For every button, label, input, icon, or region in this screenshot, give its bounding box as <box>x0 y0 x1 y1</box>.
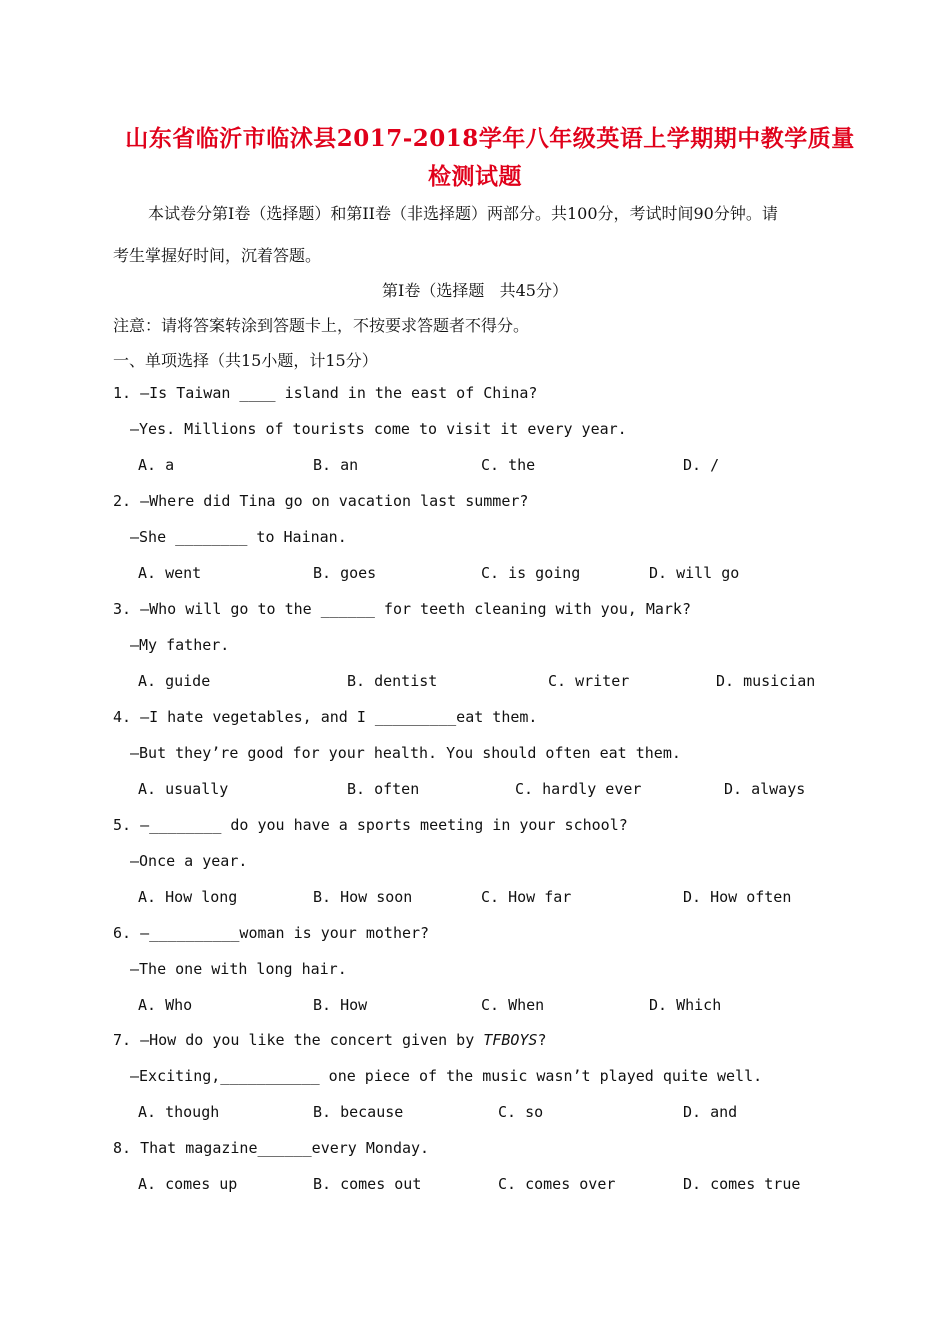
section-title: 第I卷（选择题 共45分） <box>382 281 568 300</box>
question-7 <box>113 1031 546 1049</box>
question-2: 2. —Where did Tina go on vacation last summer? <box>113 492 529 510</box>
notice: 注意：请将答案转涂到答题卡上，不按要求答题者不得分。 <box>113 316 530 335</box>
intro-line1: 本试卷分第I卷（选择题）和第II卷（非选择题）两部分。共100分，考试时间90分钟。请 <box>148 204 778 223</box>
question-1: 1. —Is Taiwan ____ island in the east of China? <box>113 384 538 402</box>
option-7a: A. though <box>138 1103 220 1121</box>
option-4a: A. usually <box>138 780 229 798</box>
question-6: 6. —__________woman is your mother? <box>113 924 430 942</box>
option-6d: D. Which <box>649 996 722 1014</box>
option-6a: A. Who <box>138 996 193 1014</box>
option-2b: B. goes <box>313 564 377 582</box>
question-8: 8. That magazine______every Monday. <box>113 1139 430 1157</box>
option-8a: A. comes up <box>138 1175 238 1193</box>
option-7d: D. and <box>683 1103 738 1121</box>
option-5a: A. How long <box>138 888 238 906</box>
answer-3: —My father. <box>130 636 230 654</box>
option-2c: C. is going <box>481 564 581 582</box>
option-3c: C. writer <box>548 672 630 690</box>
option-8d: D. comes true <box>683 1175 801 1193</box>
option-1a: A. a <box>138 456 175 474</box>
option-5c: C. How far <box>481 888 572 906</box>
option-1b: B. an <box>313 456 359 474</box>
part-title: 一、单项选择（共15小题，计15分） <box>113 351 378 370</box>
question-4: 4. —I hate vegetables, and I _________eat them. <box>113 708 538 726</box>
answer-7: —Exciting,___________ one piece of the music wasn’t played quite well. <box>130 1067 763 1085</box>
option-8b: B. comes out <box>313 1175 422 1193</box>
option-4c: C. hardly ever <box>515 780 642 798</box>
option-3d: D. musician <box>716 672 816 690</box>
option-6c: C. When <box>481 996 545 1014</box>
question-5: 5. —________ do you have a sports meeting in your school? <box>113 816 628 834</box>
option-2a: A. went <box>138 564 202 582</box>
option-5d: D. How often <box>683 888 792 906</box>
answer-1: —Yes. Millions of tourists come to visit it every year. <box>130 420 627 438</box>
option-2d: D. will go <box>649 564 740 582</box>
exam-title-line1: 山东省临沂市临沭县2017-2018学年八年级英语上学期期中教学质量 <box>125 125 855 152</box>
question-7-text: 7. —How do you like the concert given by <box>113 1031 484 1049</box>
option-6b: B. How <box>313 996 368 1014</box>
intro-line2: 考生掌握好时间，沉着答题。 <box>113 246 322 265</box>
option-3a: A. guide <box>138 672 211 690</box>
option-3b: B. dentist <box>347 672 438 690</box>
question-7-end: ? <box>537 1031 547 1049</box>
option-7c: C. so <box>498 1103 544 1121</box>
exam-title-line2: 检测试题 <box>428 163 522 190</box>
answer-6: —The one with long hair. <box>130 960 347 978</box>
question-7-italic: TFBOYS <box>483 1031 538 1049</box>
option-4b: B. often <box>347 780 420 798</box>
answer-4: —But they’re good for your health. You should often eat them. <box>130 744 681 762</box>
option-7b: B. because <box>313 1103 404 1121</box>
option-1c: C. the <box>481 456 536 474</box>
answer-2: —She ________ to Hainan. <box>130 528 347 546</box>
option-4d: D. always <box>724 780 806 798</box>
answer-5: —Once a year. <box>130 852 248 870</box>
option-5b: B. How soon <box>313 888 413 906</box>
question-3: 3. —Who will go to the ______ for teeth cleaning with you, Mark? <box>113 600 691 618</box>
option-8c: C. comes over <box>498 1175 616 1193</box>
option-1d: D. / <box>683 456 720 474</box>
